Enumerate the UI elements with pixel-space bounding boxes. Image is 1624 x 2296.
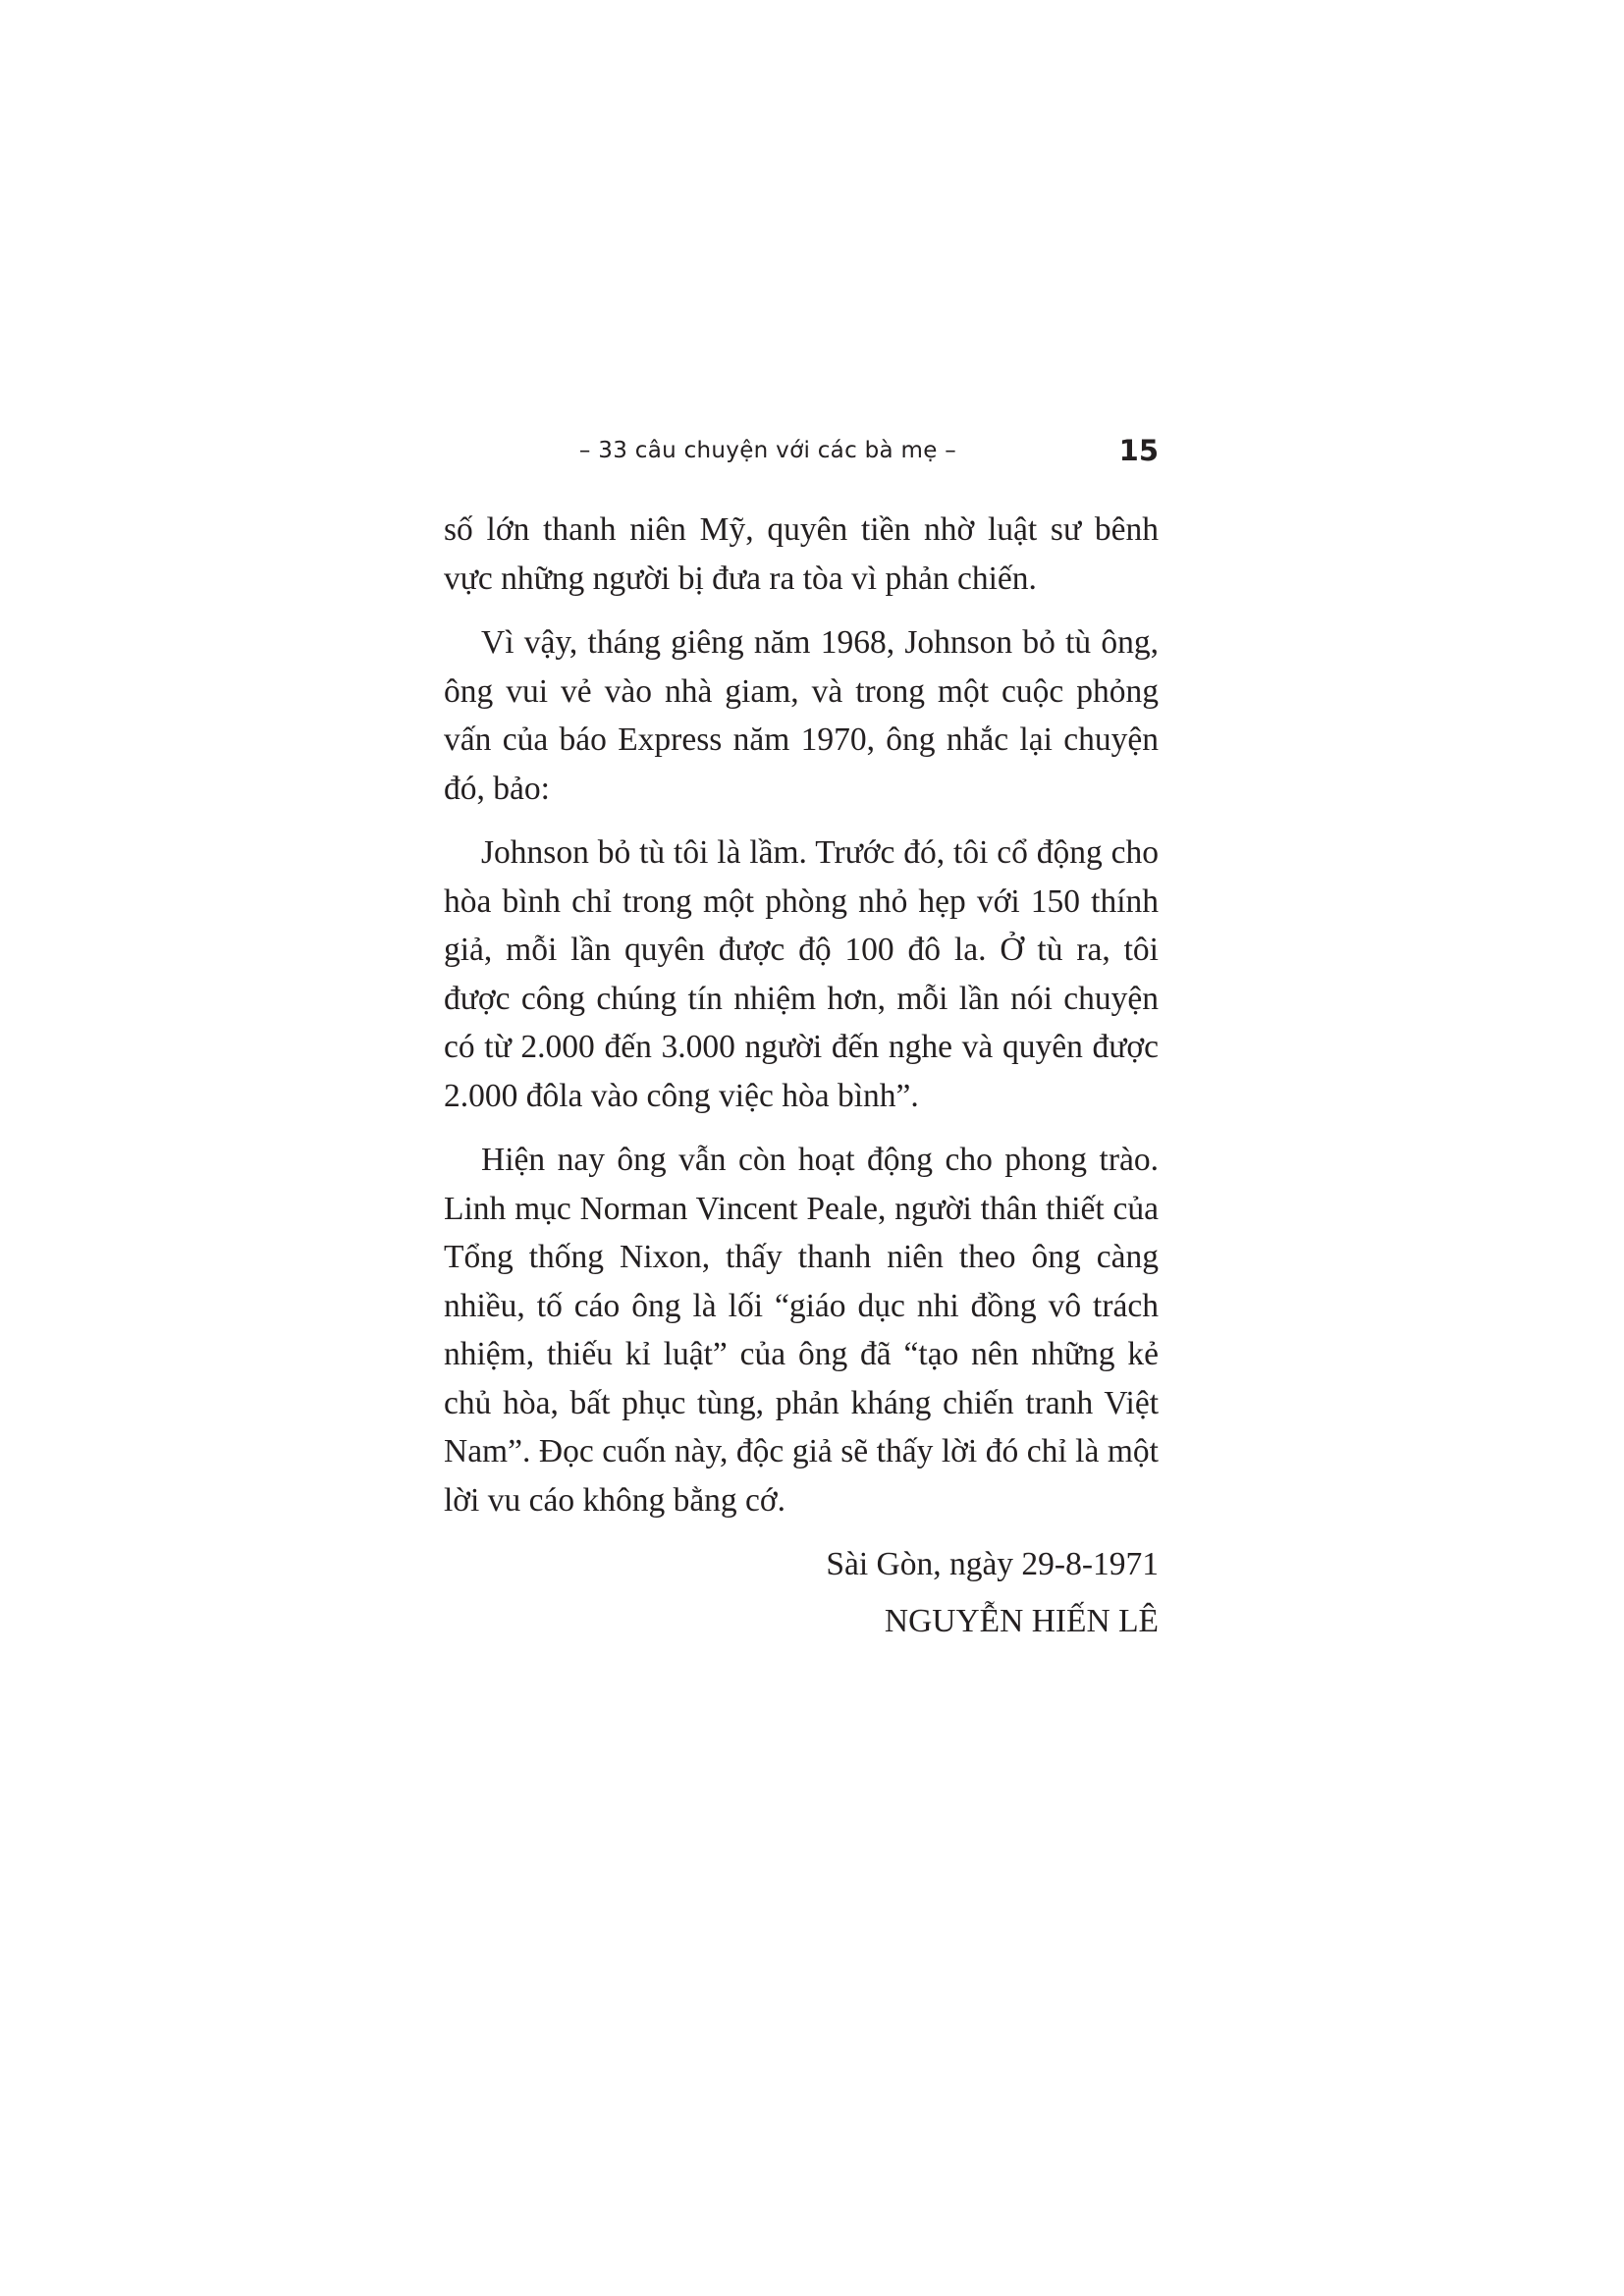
quote-paragraph: Johnson bỏ tù tôi là lầm. Trước đó, tôi cổ động cho hòa bình chỉ trong một phòng nhỏ hẹp với 150 thính giả, mỗi lần quyên được độ 100 đô la. Ở tù ra, tôi được công chúng tín nhiệm hơn, mỗi lần nói chuyện có từ 2.000 đến 3.000 người đến nghe và quyên được 2.000 đôla vào công việc hòa bình”. bbox=[444, 834, 1159, 1114]
paragraph: Vì vậy, tháng giêng năm 1968, Johnson bỏ tù ông, ông vui vẻ vào nhà giam, và trong một cuộc phỏng vấn của báo Express năm 1970, ông nhắc lại chuyện đó, bảo: bbox=[444, 624, 1159, 807]
running-title: – 33 câu chuyện với các bà mẹ – bbox=[578, 438, 957, 463]
running-header bbox=[444, 432, 1159, 481]
place-date: Sài Gòn, ngày 29-8-1971 bbox=[826, 1546, 1159, 1582]
body-text bbox=[444, 506, 1159, 1653]
paragraph-continued: số lớn thanh niên Mỹ, quyên tiền nhờ luật sư bênh vực những người bị đưa ra tòa vì phản chiến. bbox=[444, 511, 1159, 597]
author-signature: NGUYỄN HIẾN LÊ bbox=[884, 1602, 1159, 1639]
page-number: 15 bbox=[1118, 434, 1159, 467]
paragraph: Hiện nay ông vẫn còn hoạt động cho phong trào. Linh mục Norman Vincent Peale, người thân thiết của Tổng thống Nixon, thấy thanh niên theo ông càng nhiều, tố cáo ông là lối “giáo dục nhi đồng vô trách nhiệm, thiếu kỉ luật” của ông đã “tạo nên những kẻ chủ hòa, bất phục tùng, phản kháng chiến tranh Việt Nam”. Đọc cuốn này, độc giả sẽ thấy lời đó chỉ là một lời vu cáo không bằng cớ. bbox=[444, 1142, 1159, 1519]
